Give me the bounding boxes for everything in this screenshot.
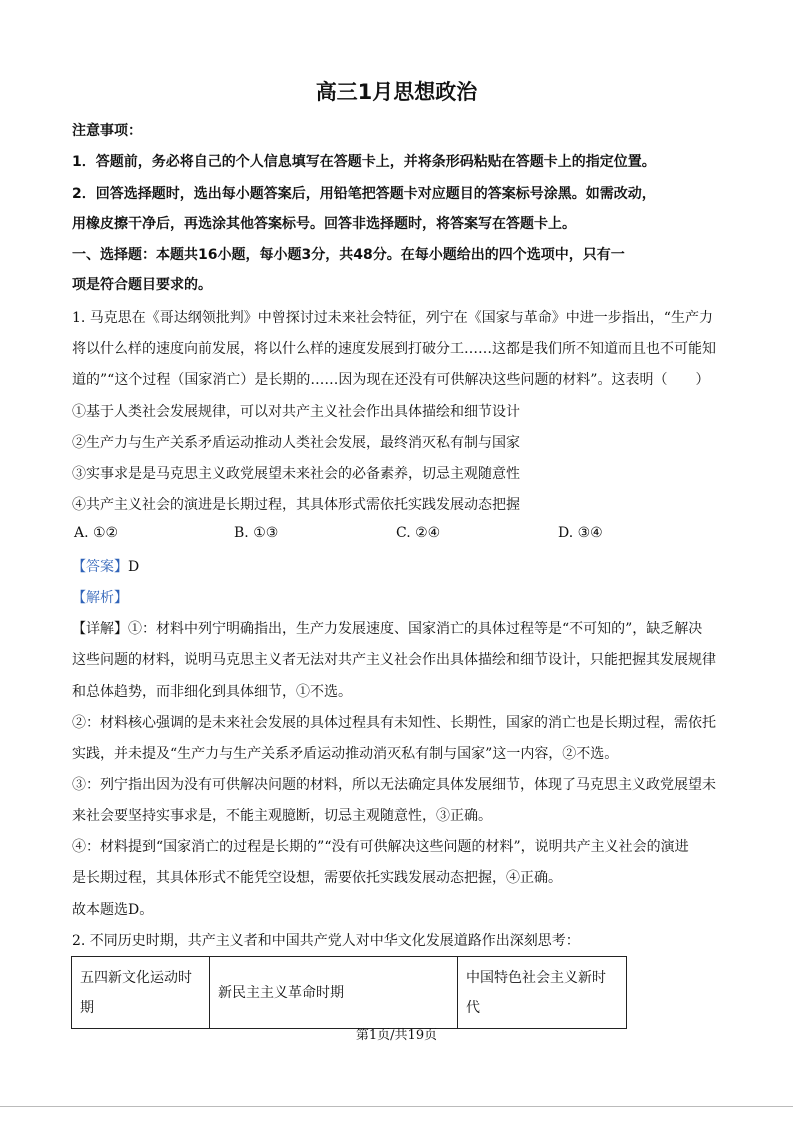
q1-option-b: B. ①③ bbox=[234, 525, 279, 541]
cell-text-line-1: 五四新文化运动时 bbox=[80, 969, 192, 986]
cell-text-line-2: 期 bbox=[80, 999, 94, 1016]
q1-option-a: A. ①② bbox=[74, 525, 119, 541]
q1-detail-1-line-1 bbox=[72, 618, 702, 638]
table-cell-xinminzhu: 新民主主义革命时期 bbox=[210, 957, 458, 1029]
q1-stem-line-3: 道的”“这个过程（国家消亡）是长期的……因为现在还没有可供解决这些问题的材料”。这表明（ ） bbox=[72, 372, 710, 388]
q1-statement-3: ③实事求是是马克思主义政党展望未来社会的必备素养，切忌主观随意性 bbox=[72, 466, 520, 482]
q1-detail-3-line-1: ③：列宁指出因为没有可供解决问题的材料，所以无法确定具体发展细节，体现了马克思主义政党展望未 bbox=[72, 777, 716, 793]
analysis-tag: 【解析】 bbox=[72, 590, 128, 606]
q1-option-c: C. ②④ bbox=[396, 525, 441, 541]
q1-statement-4: ④共产主义社会的演进是长期过程，其具体形式需依托实践发展动态把握 bbox=[72, 497, 520, 513]
detail-tag: 【详解】 bbox=[72, 621, 128, 637]
answer-tag: 【答案】 bbox=[72, 559, 128, 575]
q1-detail-2-line-1: ②：材料核心强调的是未来社会发展的具体过程具有未知性、长期性，国家的消亡也是长期过程，需依托 bbox=[72, 715, 716, 731]
q1-stem-line-2: 将以什么样的速度向前发展，将以什么样的速度发展到打破分工……这都是我们所不知道而且也不可能知 bbox=[72, 341, 716, 357]
q1-detail-4-line-2: 是长期过程，其具体形式不能凭空设想，需要依托实践发展动态把握，④正确。 bbox=[72, 870, 562, 886]
table-cell-xinshidai: 中国特色社会主义新时代 bbox=[458, 957, 627, 1029]
detail-1-text: ①：材料中列宁明确指出，生产力发展速度、国家消亡的具体过程等是“不可知的”，缺乏解决 bbox=[128, 621, 703, 637]
notice-item-1: 1．答题前，务必将自己的个人信息填写在答题卡上，并将条形码粘贴在答题卡上的指定位置。 bbox=[72, 154, 656, 170]
bottom-divider bbox=[0, 1106, 793, 1107]
q2-stem: 2. 不同历史时期，共产主义者和中国共产党人对中华文化发展道路作出深刻思考： bbox=[72, 933, 580, 949]
section-heading-line-1: 一、选择题：本题共16小题，每小题3分，共48分。在每小题给出的四个选项中，只有一 bbox=[72, 247, 625, 263]
q1-stem-line-1: 1. 马克思在《哥达纲领批判》中曾探讨过未来社会特征，列宁在《国家与革命》中进一步指出，“生产力 bbox=[72, 310, 713, 326]
q1-detail-4-line-1: ④：材料提到“国家消亡的过程是长期的”“没有可供解决这些问题的材料”，说明共产主义社会的演进 bbox=[72, 839, 689, 855]
notice-item-2-line-1: 2．回答选择题时，选出每小题答案后，用铅笔把答题卡对应题目的答案标号涂黑。如需改动， bbox=[72, 186, 656, 202]
q1-detail-3-line-2: 来社会要坚持实事求是，不能主观臆断，切忌主观随意性，③正确。 bbox=[72, 808, 492, 824]
section-heading-line-2: 项是符合题目要求的。 bbox=[72, 277, 212, 293]
q1-conclusion: 故本题选D。 bbox=[72, 902, 154, 918]
q1-answer-line bbox=[72, 556, 139, 576]
q2-table bbox=[71, 956, 627, 1029]
answer-value: D bbox=[128, 559, 140, 575]
table-row bbox=[72, 957, 627, 1029]
notice-heading: 注意事项： bbox=[72, 123, 142, 139]
table-cell-wusi bbox=[72, 957, 210, 1029]
q1-detail-2-line-2: 实践，并未提及“生产力与生产关系矛盾运动推动消灭私有制与国家”这一内容，②不选。 bbox=[72, 746, 619, 762]
q1-option-d: D. ③④ bbox=[558, 525, 603, 541]
notice-item-2-line-2: 用橡皮擦干净后，再选涂其他答案标号。回答非选择题时，将答案写在答题卡上。 bbox=[72, 216, 576, 232]
q1-statement-1: ①基于人类社会发展规律，可以对共产主义社会作出具体描绘和细节设计 bbox=[72, 404, 520, 420]
q1-statement-2: ②生产力与生产关系矛盾运动推动人类社会发展，最终消灭私有制与国家 bbox=[72, 435, 520, 451]
document-title: 高三1月思想政治 bbox=[315, 80, 478, 104]
page-footer: 第1页/共19页 bbox=[355, 1028, 438, 1043]
q1-detail-1-line-2: 这些问题的材料，说明马克思主义者无法对共产主义社会作出具体描绘和细节设计，只能把握其发展规律 bbox=[72, 652, 716, 668]
q1-detail-1-line-3: 和总体趋势，而非细化到具体细节，①不选。 bbox=[72, 684, 352, 700]
